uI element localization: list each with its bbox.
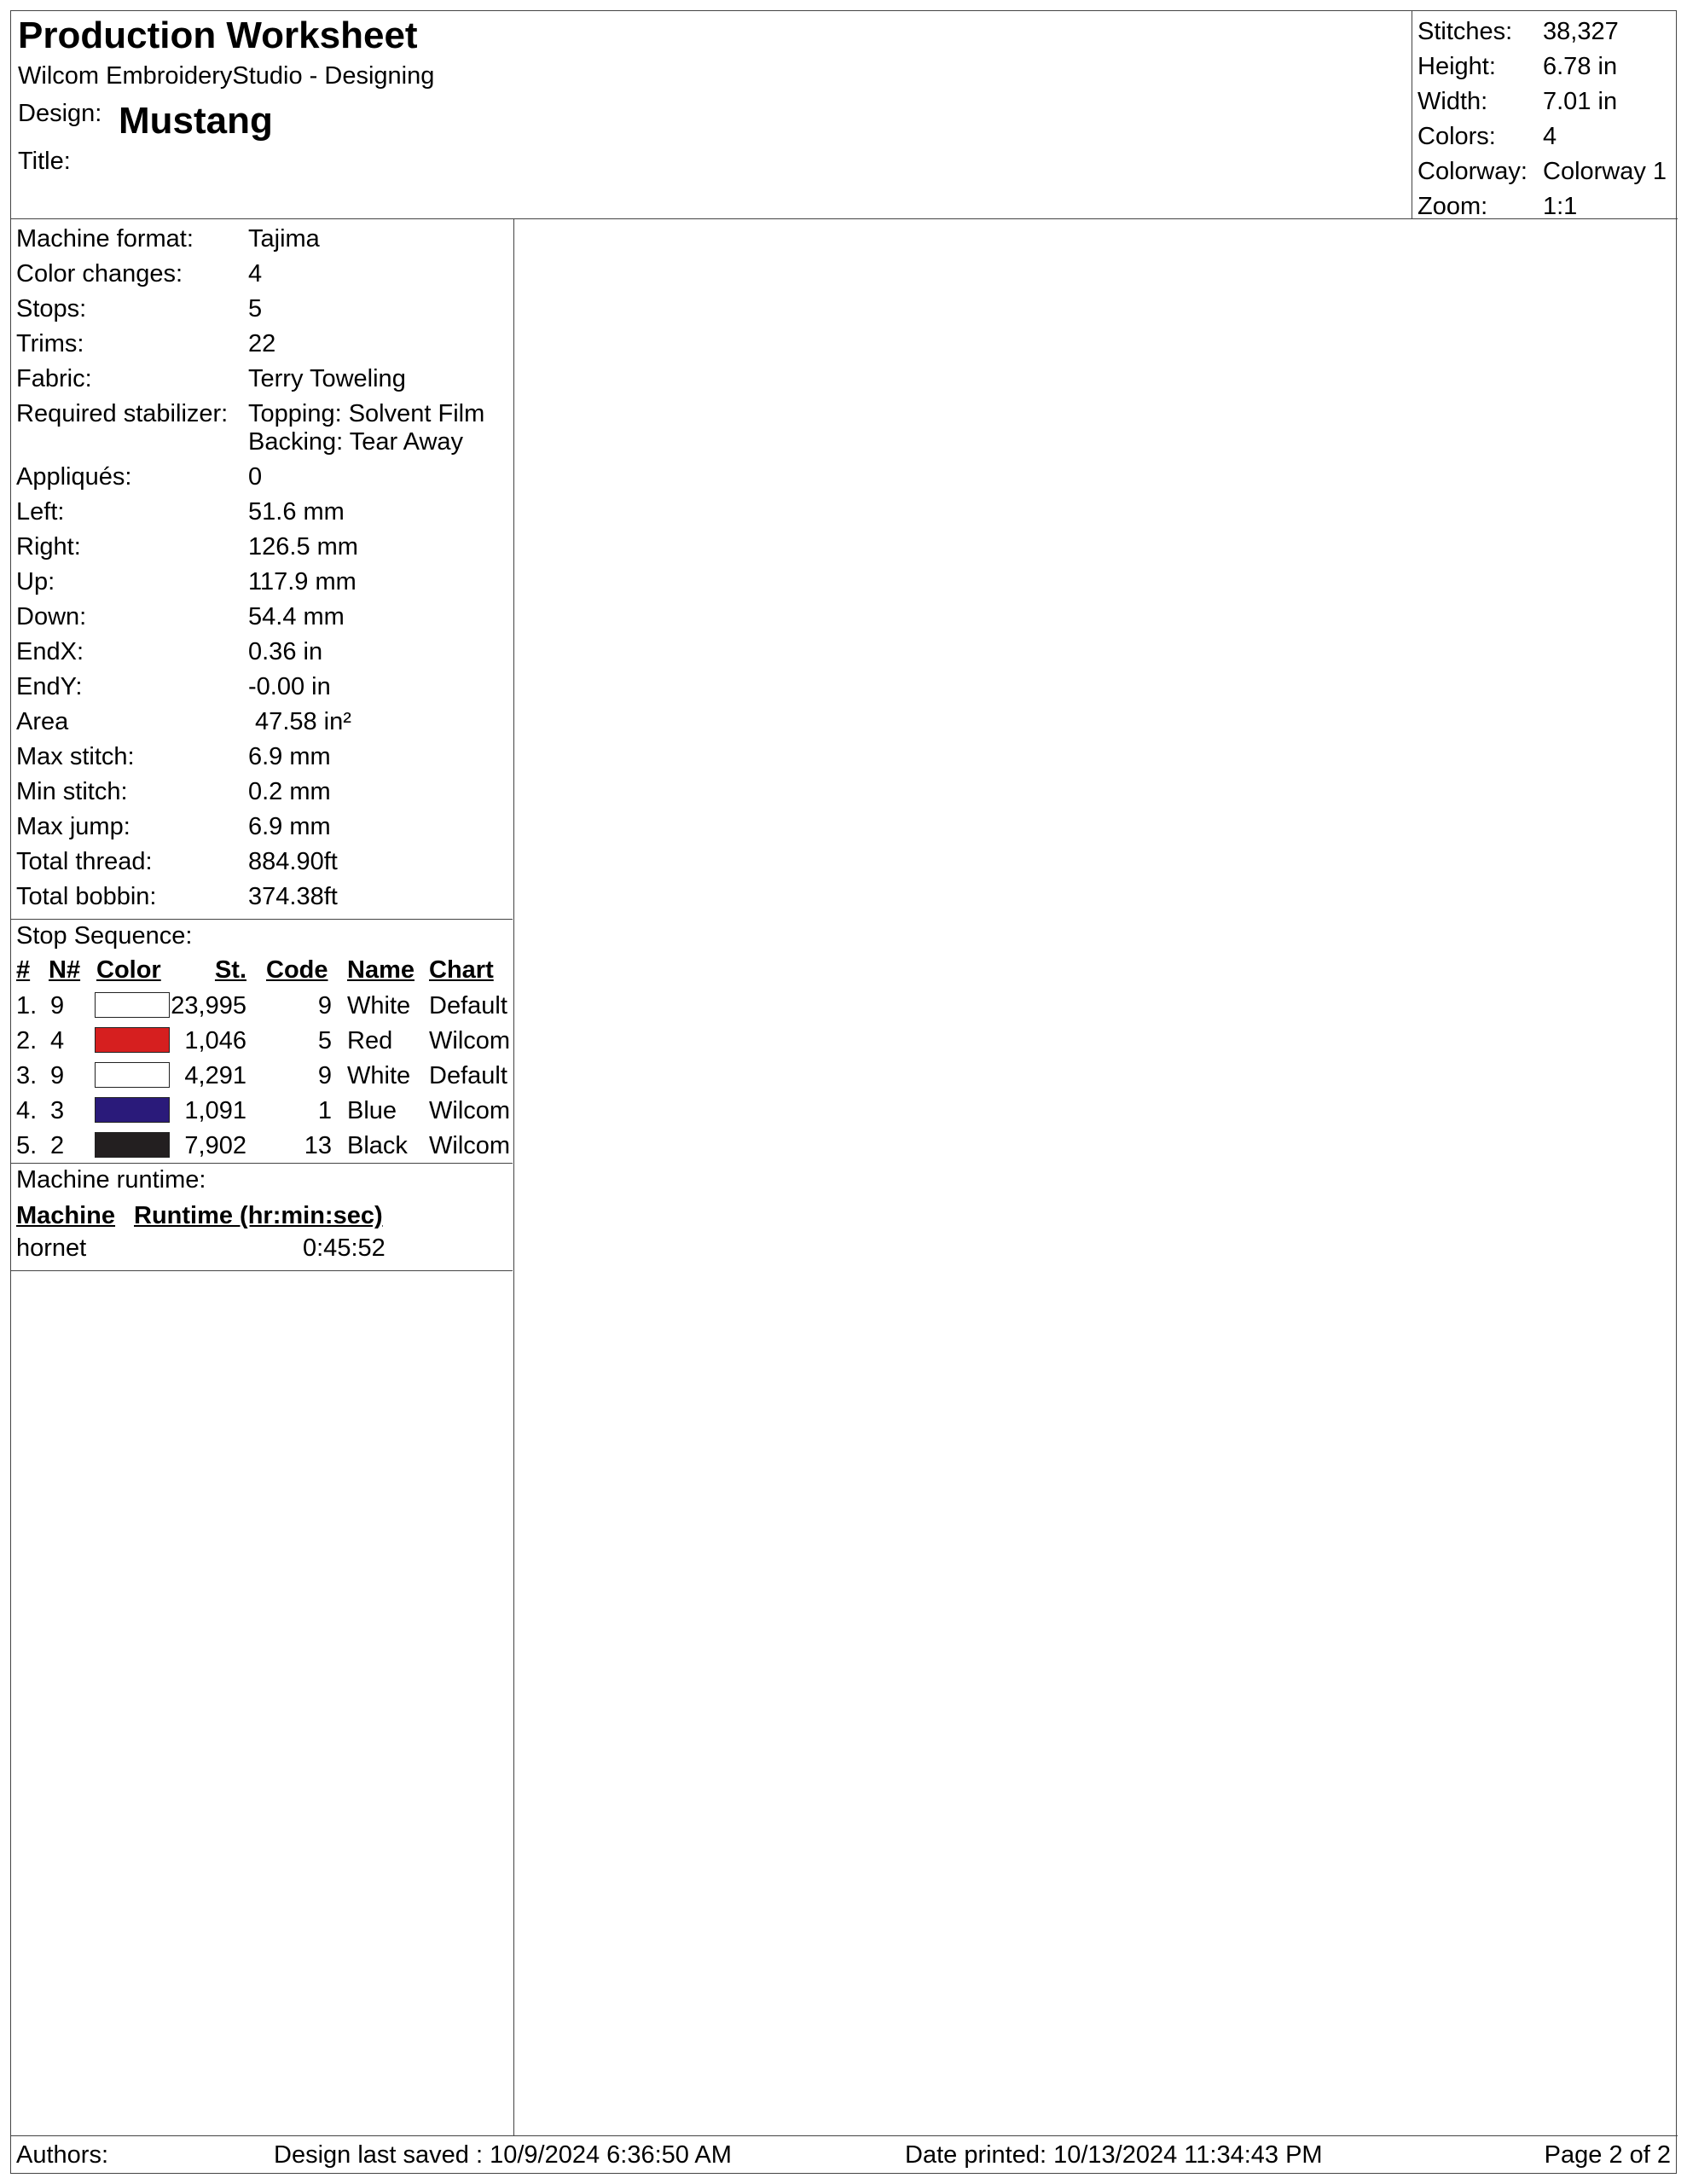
info-value: 4 — [248, 260, 263, 288]
stop-num: 1. — [16, 992, 38, 1019]
info-row — [16, 672, 511, 707]
worksheet-footer — [11, 2135, 1678, 2173]
worksheet-header — [11, 11, 1678, 219]
info-value: 54.4 mm — [248, 603, 345, 630]
info-row — [16, 462, 511, 497]
info-value: 0.36 in — [248, 638, 323, 665]
info-value: 374.38ft — [248, 883, 338, 910]
info-row — [16, 847, 511, 882]
info-label: Total thread: — [16, 848, 153, 875]
stop-sequence-title: Stop Sequence: — [16, 922, 193, 950]
design-name: Mustang — [119, 100, 273, 142]
stat-value: 4 — [1543, 123, 1557, 150]
stat-label: Width: — [1417, 88, 1488, 115]
info-row — [16, 224, 511, 259]
stat-value: Colorway 1 — [1543, 158, 1667, 185]
stop-color-name: Blue — [347, 1097, 397, 1124]
header-code: Code — [266, 956, 328, 984]
app-subtitle: Wilcom EmbroideryStudio - Designing — [18, 62, 435, 90]
stat-label: Zoom: — [1417, 193, 1488, 220]
info-value: 117.9 mm — [248, 568, 357, 595]
info-row — [16, 497, 511, 532]
header-stats — [1412, 11, 1678, 219]
stop-sequence-header — [16, 956, 511, 987]
info-row — [16, 602, 511, 637]
page-title: Production Worksheet — [18, 15, 418, 56]
info-label: Area — [16, 708, 69, 735]
info-label: Up: — [16, 568, 55, 595]
info-value: 5 — [248, 295, 263, 322]
header-num: # — [16, 956, 31, 984]
info-value: 884.90ft — [248, 848, 338, 875]
stop-code: 13 — [304, 1132, 332, 1159]
info-label: Trims: — [16, 330, 84, 357]
stop-needle: 9 — [50, 992, 65, 1019]
info-row — [16, 259, 511, 294]
stop-row — [16, 1095, 511, 1130]
footer-date-printed: Date printed: 10/13/2024 11:34:43 PM — [905, 2141, 1323, 2169]
info-label: Max jump: — [16, 813, 130, 840]
info-label: Required stabilizer: — [16, 400, 229, 427]
stop-row — [16, 1060, 511, 1095]
info-row — [16, 777, 511, 812]
runtime-row — [16, 1234, 511, 1265]
info-label: Appliqués: — [16, 463, 132, 491]
header-machine: Machine — [16, 1202, 116, 1229]
stat-label: Colors: — [1417, 123, 1496, 150]
header-chart: Chart — [429, 956, 494, 984]
stop-stitches: 4,291 — [184, 1062, 246, 1089]
stop-num: 5. — [16, 1132, 38, 1159]
machine-runtime-title: Machine runtime: — [16, 1166, 206, 1194]
info-value: 0.2 mm — [248, 778, 331, 805]
info-label: Total bobbin: — [16, 883, 157, 910]
info-row — [16, 812, 511, 847]
design-info-table — [16, 224, 511, 917]
stat-label: Stitches: — [1417, 18, 1513, 45]
info-label: EndY: — [16, 673, 83, 700]
stop-chart: Default — [429, 1062, 507, 1089]
info-label: Color changes: — [16, 260, 183, 288]
info-row — [16, 742, 511, 777]
color-swatch — [95, 992, 170, 1018]
stat-value: 38,327 — [1543, 18, 1619, 45]
stat-label: Height: — [1417, 53, 1496, 80]
info-value: 51.6 mm — [248, 498, 345, 526]
info-label: Max stitch: — [16, 743, 135, 770]
stop-color-name: Black — [347, 1132, 408, 1159]
stop-code: 1 — [317, 1097, 332, 1124]
stop-needle: 4 — [50, 1027, 65, 1054]
info-value: 126.5 mm — [248, 533, 358, 561]
stop-color-name: Red — [347, 1027, 393, 1054]
info-label: EndX: — [16, 638, 84, 665]
info-row — [16, 567, 511, 602]
info-value: 22 — [248, 330, 276, 357]
info-row — [16, 329, 511, 364]
stop-row — [16, 1130, 511, 1165]
info-value-backing: Backing: Tear Away — [248, 428, 464, 456]
stop-row — [16, 1025, 511, 1060]
header-st: St. — [214, 956, 246, 984]
info-row — [16, 294, 511, 329]
info-label: Right: — [16, 533, 81, 561]
stop-chart: Wilcom — [429, 1097, 511, 1124]
stop-code: 9 — [317, 992, 332, 1019]
header-n: N# — [49, 956, 81, 984]
stop-needle: 2 — [50, 1132, 65, 1159]
stop-num: 3. — [16, 1062, 38, 1089]
stat-value: 1:1 — [1543, 193, 1578, 220]
details-column — [11, 219, 514, 2135]
info-row — [16, 364, 511, 399]
info-value: 6.9 mm — [248, 813, 331, 840]
info-row — [16, 637, 511, 672]
info-row — [16, 532, 511, 567]
stop-needle: 9 — [50, 1062, 65, 1089]
header-color: Color — [96, 956, 161, 984]
section-divider — [11, 919, 513, 920]
footer-authors: Authors: — [16, 2141, 108, 2169]
runtime-machine: hornet — [16, 1234, 87, 1262]
stop-num: 2. — [16, 1027, 38, 1054]
stop-num: 4. — [16, 1097, 38, 1124]
stat-value: 7.01 in — [1543, 88, 1618, 115]
stop-stitches: 7,902 — [184, 1132, 246, 1159]
runtime-value: 0:45:52 — [303, 1234, 386, 1262]
info-value: 6.9 mm — [248, 743, 331, 770]
info-value: 0 — [248, 463, 263, 491]
info-value: Tajima — [248, 225, 320, 253]
header-name: Name — [347, 956, 415, 984]
header-runtime: Runtime (hr:min:sec) — [134, 1202, 383, 1229]
info-value: Topping: Solvent Film — [248, 400, 485, 427]
stop-stitches: 23,995 — [171, 992, 246, 1019]
info-label: Fabric: — [16, 365, 92, 392]
section-divider — [11, 1270, 513, 1271]
stop-color-name: White — [347, 992, 411, 1019]
title-label: Title: — [18, 148, 71, 175]
color-swatch — [95, 1132, 170, 1158]
info-label: Machine format: — [16, 225, 194, 253]
worksheet-page — [10, 10, 1677, 2174]
stop-needle: 3 — [50, 1097, 65, 1124]
stop-chart: Wilcom — [429, 1027, 511, 1054]
footer-last-saved: Design last saved : 10/9/2024 6:36:50 AM — [274, 2141, 732, 2169]
header-left — [18, 11, 1417, 219]
section-divider — [11, 1163, 513, 1164]
info-row-stabilizer — [16, 399, 511, 462]
info-row — [16, 707, 511, 742]
stop-row — [16, 990, 511, 1025]
stat-value: 6.78 in — [1543, 53, 1618, 80]
stop-stitches: 1,046 — [184, 1027, 246, 1054]
stop-code: 5 — [317, 1027, 332, 1054]
info-value: Terry Toweling — [248, 365, 406, 392]
color-swatch — [95, 1097, 170, 1123]
info-label: Stops: — [16, 295, 87, 322]
info-label: Left: — [16, 498, 65, 526]
color-swatch — [95, 1027, 170, 1053]
info-label: Min stitch: — [16, 778, 128, 805]
info-value: 47.58 in² — [248, 708, 351, 735]
info-label: Down: — [16, 603, 87, 630]
stop-chart: Default — [429, 992, 507, 1019]
design-label: Design: — [18, 100, 102, 127]
footer-page-number: Page 2 of 2 — [1544, 2141, 1671, 2169]
stat-label: Colorway: — [1417, 158, 1528, 185]
info-row — [16, 882, 511, 917]
stop-color-name: White — [347, 1062, 411, 1089]
stop-code: 9 — [317, 1062, 332, 1089]
stop-chart: Wilcom — [429, 1132, 511, 1159]
info-value: -0.00 in — [248, 673, 331, 700]
stop-stitches: 1,091 — [184, 1097, 246, 1124]
color-swatch — [95, 1062, 170, 1088]
